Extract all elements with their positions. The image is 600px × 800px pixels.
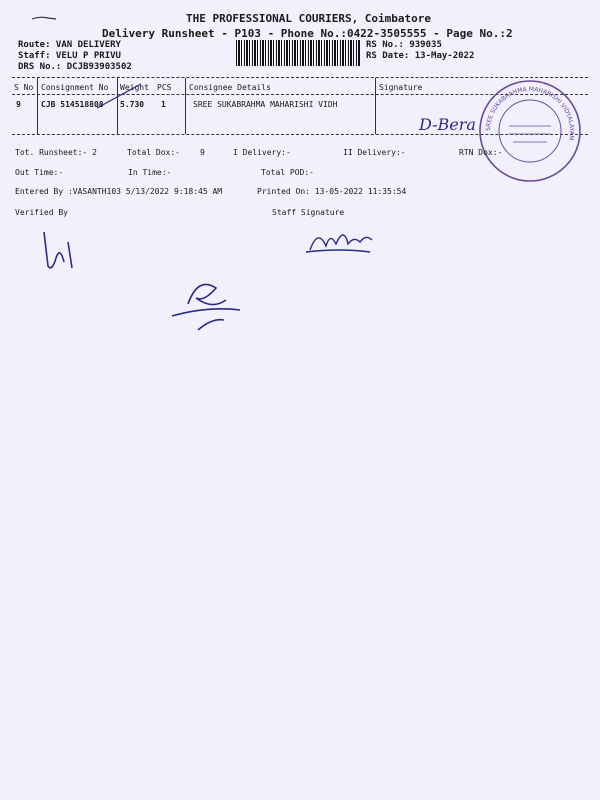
tot-runsheet: Tot. Runsheet:- 2 [15,148,97,157]
i-delivery: I Delivery:- [233,148,291,157]
second-signature [168,270,248,334]
col-header-consignee: Consignee Details [189,83,271,92]
route-label: Route: VAN DELIVERY [18,40,121,50]
col-header-consignment: Consignment No [41,83,109,92]
rtn-dox: RTN Dox:- [459,148,503,157]
col-header-sno: S No [14,83,34,92]
verified-by-label: Verified By [15,208,68,217]
ii-delivery: II Delivery:- [343,148,406,157]
runsheet-title: Delivery Runsheet - P103 - Phone No.:0422-3505555 - Page No.:2 [102,27,513,40]
row-consignment-no: CJB 514518808 [41,100,104,109]
svg-text:D-Bera: D-Bera [419,115,476,134]
in-time: In Time:- [128,168,172,177]
total-pod: Total POD:- [261,168,314,177]
row-pcs: 1 [161,100,166,109]
rs-date: RS Date: 13-May-2022 [366,51,475,61]
staff-signature-scribble [300,222,380,262]
entered-by: Entered By :VASANTH103 5/13/2022 9:18:45 AM [15,187,223,196]
col-divider [185,78,186,134]
stamp-seal [475,76,585,186]
col-divider [375,78,376,134]
col-header-weight: Weight [120,83,149,92]
svg-text:SREE SUKABRAHMA MAHARISHI VIDY: SREE SUKABRAHMA MAHARISHI VIDYALAYAM [484,85,576,141]
staff-label: Staff: VELU P PRIVU [18,51,121,61]
staff-signature-label: Staff Signature [272,208,345,217]
col-header-signature: Signature [379,83,423,92]
row-weight: 5.730 [120,100,145,109]
tick-mark [95,82,145,112]
barcode [236,40,360,66]
out-time: Out Time:- [15,168,64,177]
drs-number: DRS No.: DCJB93903502 [18,62,132,72]
scan-mark [30,14,60,22]
verifier-signature [38,228,88,276]
col-divider [37,78,38,134]
total-dox-value: 9 [200,148,205,157]
rs-number: RS No.: 939035 [366,40,442,50]
total-dox-label: Total Dox:- [127,148,180,157]
row-consignee: SREE SUKABRAHMA MAHARISHI VIDH [193,100,338,109]
printed-on: Printed On: 13-05-2022 11:35:54 [257,187,407,196]
row-sno: 9 [16,100,21,109]
company-title: THE PROFESSIONAL COURIERS, Coimbatore [186,12,432,25]
col-header-pcs: PCS [157,83,172,92]
